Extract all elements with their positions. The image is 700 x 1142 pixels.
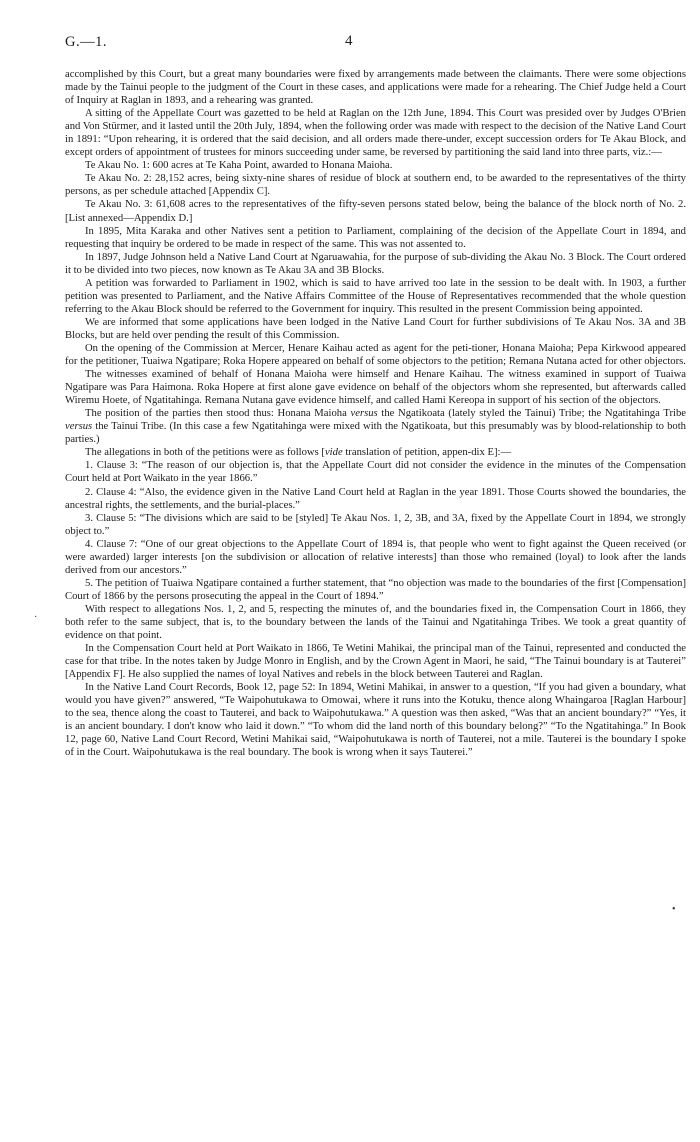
clause-item: 1. Clause 3: “The reason of our objection is, that the Appellate Court did not consider the evidence in the minutes of the Compensation Court held at Port Waikato in the year 1866.” [65,460,686,485]
text-run: the Ngatikoata (lately styled the Tainui) Tribe; the Ngatitahinga Tribe [377,408,686,420]
clause-item: 3. Clause 5: “The divisions which are said to be [styled] Te Akau Nos. 1, 2, 3B, and 3A, fixed by the Appellate Court in 1894, we strongly object to.” [65,512,686,537]
paragraph: In the Compensation Court held at Port Waikato in 1866, Te Wetini Mahikai, the principal man of the Tainui, represented and conducted the case for that tribe. In the notes taken by Judge Monro in English, and by the Crown Agent in Maori, he said, “The Tainui boundary is at Tauterei” [Appendix F]. He also supplied the names of loyal Natives and rebels in the block between Tauterei and Raglan. [65,643,686,681]
clause-item: 2. Clause 4: “Also, the evidence given in the Native Land Court held at Raglan in the year 1891. Those Courts showed the boundaries, the ancestral rights, the settlements, and the burial-places.” [65,486,686,511]
paragraph-position-of-parties [65,407,686,446]
margin-dot: • [672,904,676,915]
document-reference: G.—1. [65,34,107,50]
paragraph: In 1895, Mita Karaka and other Natives sent a petition to Parliament, complaining of the decision of the Appellate Court in 1894, and requesting that inquiry be ordered to be made in respect of the same. This was not assented to. [65,225,686,250]
page-number: 4 [345,33,353,49]
italic-term: versus [350,408,378,420]
clause-item: 5. The petition of Tuaiwa Ngatipare contained a further statement, that “no objection was made to the boundaries of the first [Compensation] Court of 1866 by the persons prosecuting the appeal in the Court of 1894.” [65,577,686,602]
paragraph-allegations [65,446,686,459]
paragraph: A sitting of the Appellate Court was gazetted to be held at Raglan on the 12th June, 1894. This Court was presided over by Judges O'Brien and Von Stürmer, and it lasted until the 20th July, 1894, when the following order was made with respect to the decision of the Native Land Court in 1891: “Upon rehearing, it is ordered that the said decision, and all orders made there-under, except succession orders for Te Akau Block, and except orders of appointment of trustees for minors succeeding under same, be reversed by partitioning the said land into three parts, viz.:— [65,108,686,159]
margin-dot: · [34,612,38,623]
page-header [65,34,685,54]
italic-term: vide [324,447,343,459]
italic-term: versus [65,421,93,433]
paragraph: We are informed that some applications have been lodged in the Native Land Court for further subdivisions of Te Akau Nos. 3A and 3B Blocks, but are held over pending the result of this Commission. [65,316,686,341]
paragraph: In 1897, Judge Johnson held a Native Land Court at Ngaruawahia, for the purpose of sub-dividing the Akau No. 3 Block. The Court ordered it to be divided into two pieces, now known as Te Akau 3A and 3B Blocks. [65,251,686,276]
paragraph: In the Native Land Court Records, Book 12, page 52: In 1894, Wetini Mahikai, in answer to a question, “If you had given a boundary, what would you have given?” answered, “Te Waipohutukawa to Omowai, where it runs into the Kotuku, thence along Whaingaroa [Raglan Harbour] to the sea, thence along the coast to Tauterei, and back to Waipohutukawa.” A question was then asked, “Was that an ancient boundary?” “Yes, it is an ancient boundary. I don't know who laid it down.” “To whom did the land north of this boundary belong?” “To the Ngatitahinga.” In Book 12, page 60, Native Land Court Record, Wetini Mahikai said, “Waipohutukawa is north of Tauterei, not a mile. Tauterei is the boundary I spoke of in the Court. Waipohutukawa is the real boundary. The book is wrong when it says Tauterei.” [65,682,686,759]
clause-item: 4. Clause 7: “One of our great objections to the Appellate Court of 1894 is, that people who went to fight against the Queen received (or were awarded) larger interests [on the subdivision or allocation of relative interests] than those who remained (loyal) to look after the lands derived from our ancestors.” [65,538,686,576]
paragraph: accomplished by this Court, but a great many boundaries were fixed by arrangements made between the claimants. There were some objections made by the Tainui people to the judgment of the Court in these cases, and applications were made for a rehearing. The Chief Judge held a Court of Inquiry at Raglan in 1893, and a rehearing was granted. [65,69,686,107]
paragraph: With respect to allegations Nos. 1, 2, and 5, respecting the minutes of, and the boundaries fixed in, the Compensation Court in 1866, they both refer to the same subject, that is, to the boundary between the lands of the Tainui and Ngatitahinga Tribes. We took a great quantity of evidence on that point. [65,603,686,642]
paragraph: Te Akau No. 3: 61,608 acres to the representatives of the fifty-seven persons stated below, being the balance of the block north of No. 2. [List annexed—Appendix D.] [65,199,686,224]
paragraph: Te Akau No. 1: 600 acres at Te Kaha Point, awarded to Honana Maioha. [85,160,393,172]
paragraph: Te Akau No. 2: 28,152 acres, being sixty-nine shares of residue of block at southern end, to be awarded to the representatives of the thirty persons, as per schedule attached [Appendix C]. [65,173,686,198]
document-body [65,68,686,759]
paragraph: On the opening of the Commission at Mercer, Henare Kaihau acted as agent for the peti-tioner, Honana Maioha; Pepa Kirkwood appeared for the petitioner, Tuaiwa Ngatipare; Roka Hopere appeared on behalf of some objectors to the petition; Remana Nutana acted for other objectors. [65,342,686,368]
paragraph: The witnesses examined of behalf of Honana Maioha were himself and Henare Kaihau. The witness examined in support of Tuaiwa Ngatipare was Para Haimona. Roka Hopere at first alone gave evidence on behalf of the objectors whom she represented, but afterwards called Wiremu Hoete, of Ngatitahinga. Remana Nutana gave evidence himself, and called Hami Kereopa in support of his section of the objectors. [65,369,686,407]
text-run: the Tainui Tribe. (In this case a few Ngatitahinga were mixed with the Ngatikoata, but this presumably was by blood-relationship to both parties.) [65,421,686,446]
text-run: The position of the parties then stood thus: Honana Maioha [85,408,351,420]
text-run: translation of petition, appen-dix E]:— [342,447,512,459]
text-run: The allegations in both of the petitions were as follows [ [85,447,325,459]
paragraph: A petition was forwarded to Parliament in 1902, which is said to have arrived too late in the session to be dealt with. In 1903, a further petition was presented to Parliament, and the Native Affairs Committee of the House of Representatives recommended that the whole question referring to the Akau Block should be referred to the Government for inquiry. This resulted in the present Commission being appointed. [65,277,686,315]
